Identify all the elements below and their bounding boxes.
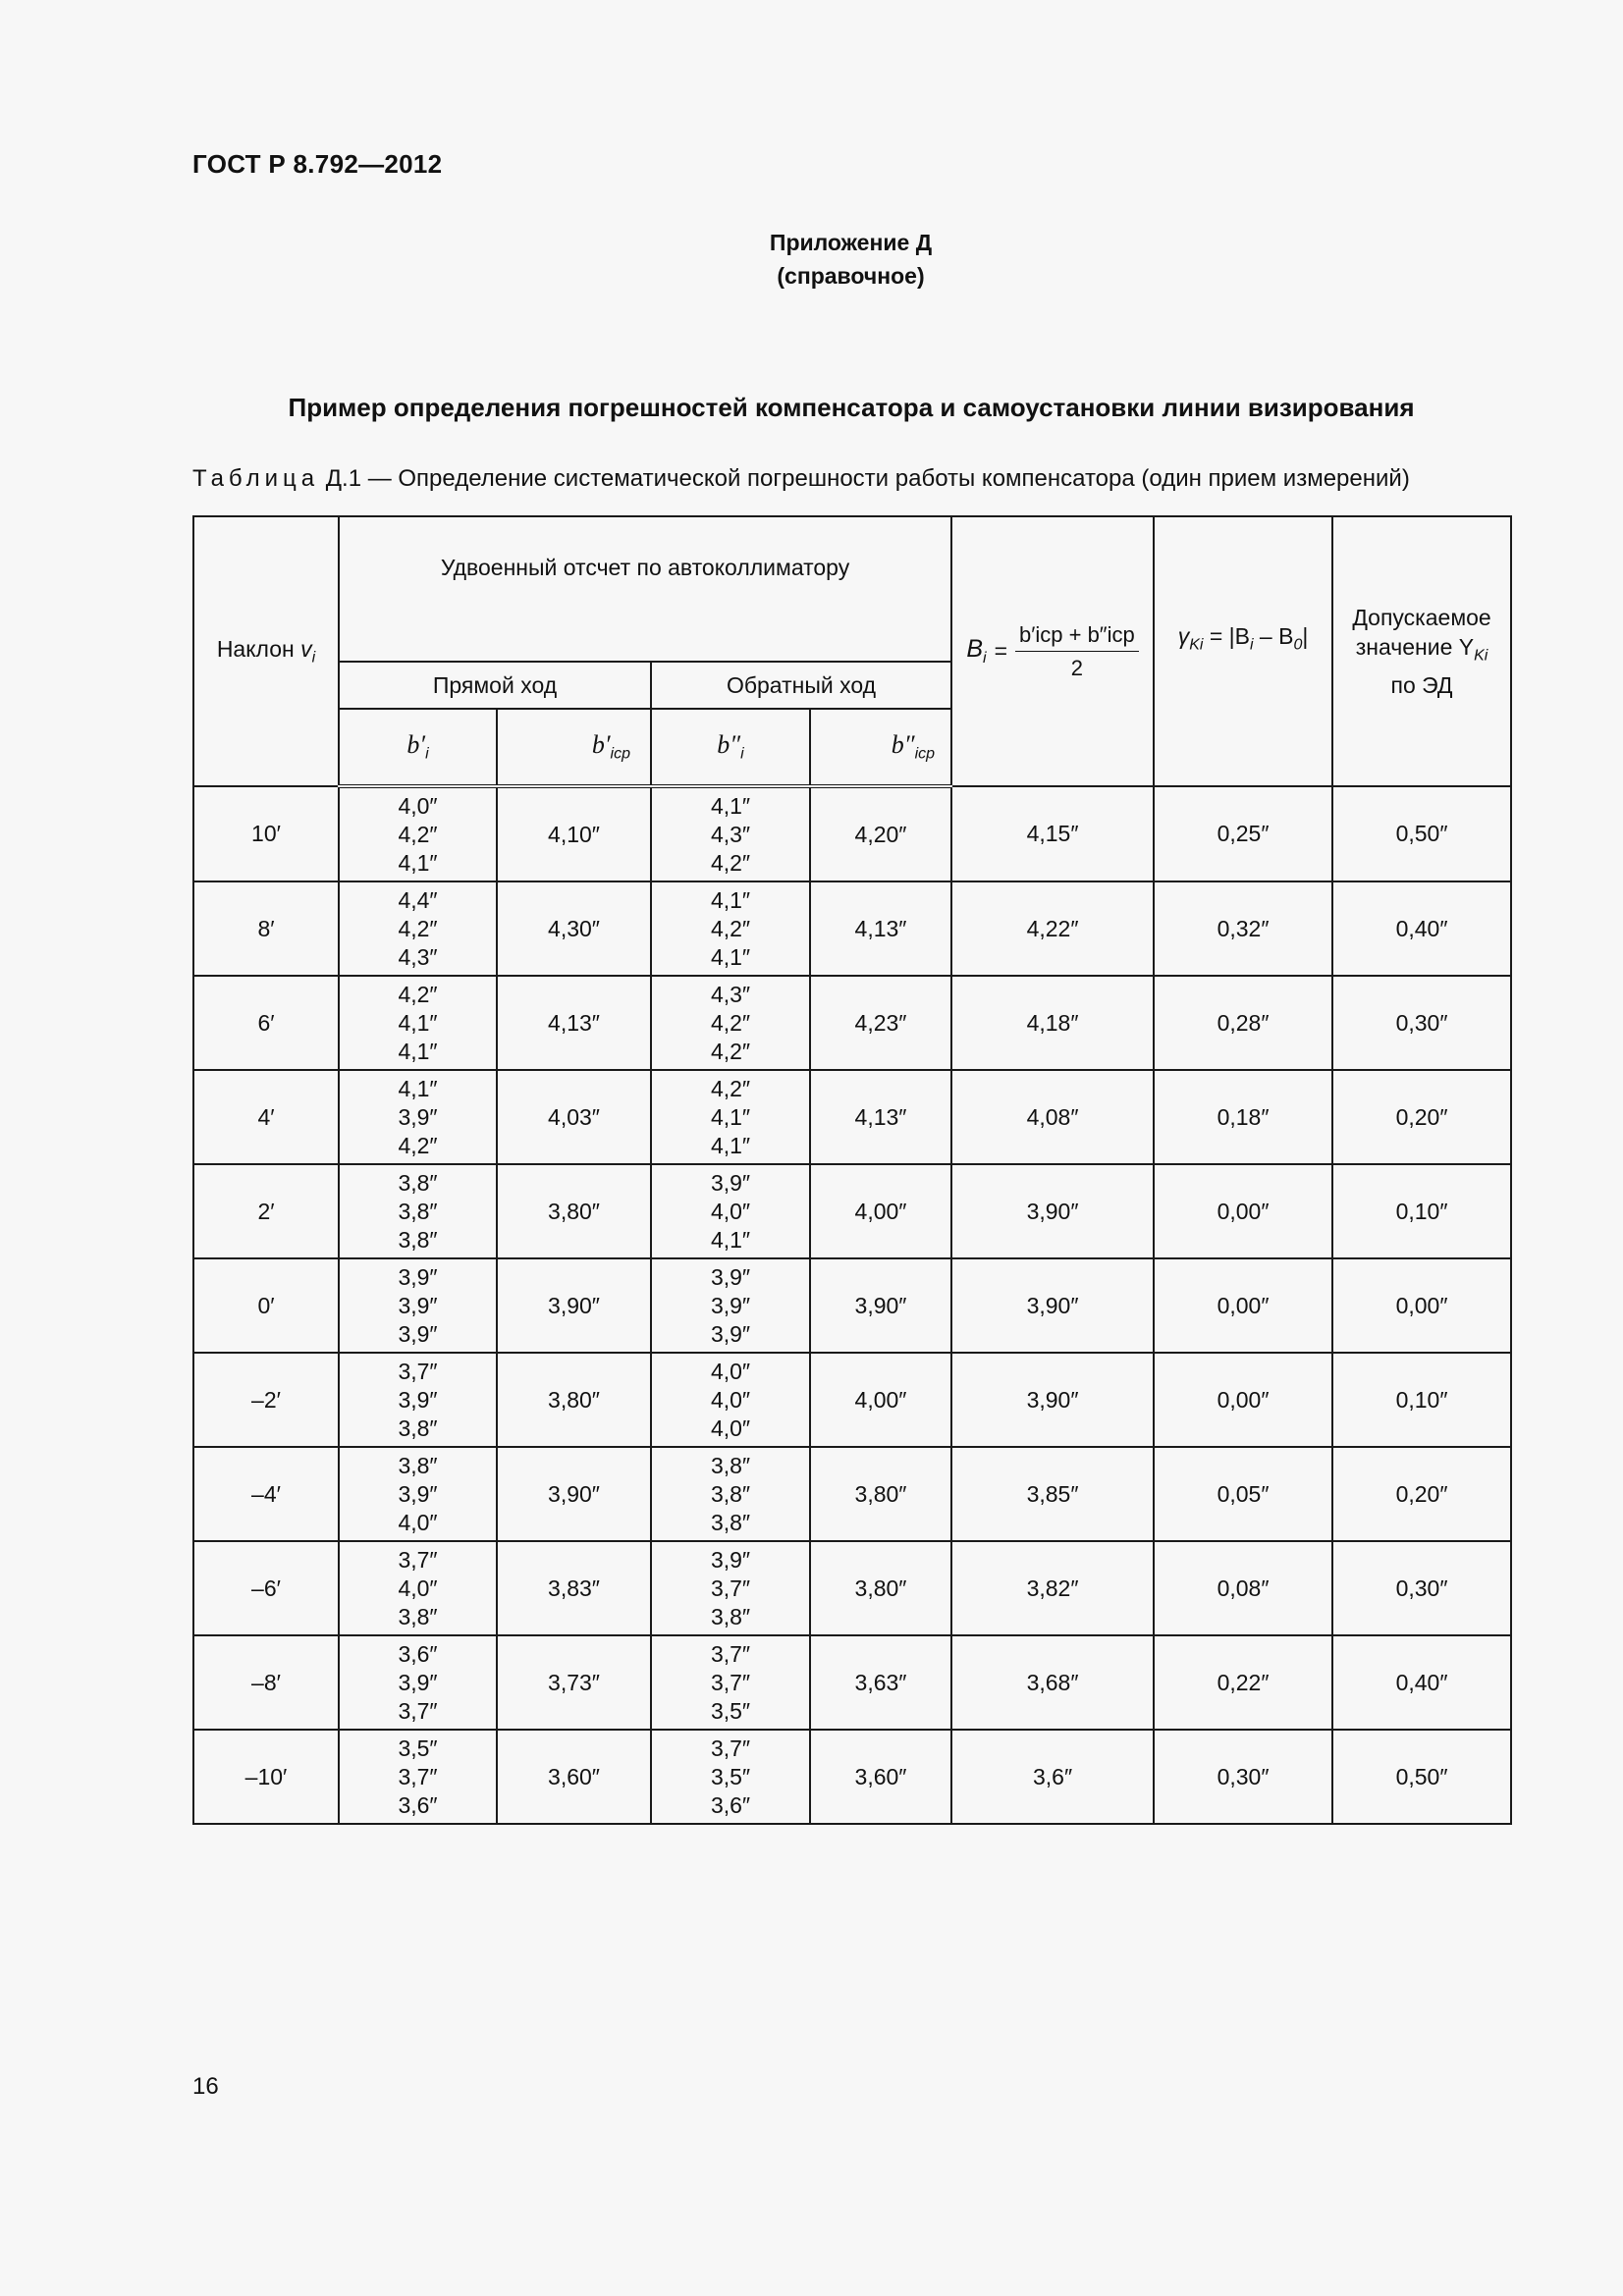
reading-value: 3,6″ xyxy=(398,1791,438,1818)
cell-fwd-avg: 3,90″ xyxy=(497,1447,651,1541)
reading-value: 3,5″ xyxy=(710,1763,751,1789)
table-caption-text: Д.1 — Определение систематической погрешности работы компенсатора (один прием измерений) xyxy=(319,465,1410,492)
cell-fwd-readings xyxy=(339,1730,497,1824)
cell-fwd-avg: 3,60″ xyxy=(497,1730,651,1824)
cell-gamma: 0,18″ xyxy=(1154,1070,1332,1164)
cell-fwd-readings xyxy=(339,1635,497,1730)
cell-tilt: 8′ xyxy=(193,881,339,976)
cell-bwd-readings-values xyxy=(711,792,750,878)
cell-bwd-readings-values xyxy=(711,1640,750,1726)
reading-value: 4,1″ xyxy=(710,1103,751,1130)
reading-value: 4,1″ xyxy=(710,943,751,970)
reading-value: 3,9″ xyxy=(398,1669,438,1695)
reading-value: 3,8″ xyxy=(398,1226,438,1253)
cell-gamma: 0,00″ xyxy=(1154,1258,1332,1353)
cell-bwd-avg: 3,80″ xyxy=(810,1541,951,1635)
cell-gamma: 0,25″ xyxy=(1154,786,1332,881)
cell-b-value: 4,08″ xyxy=(951,1070,1154,1164)
table-row xyxy=(193,786,1511,881)
cell-bwd-readings-values xyxy=(711,1075,750,1160)
cell-fwd-avg: 4,10″ xyxy=(497,786,651,881)
cell-allowed: 0,20″ xyxy=(1332,1070,1511,1164)
document-code: ГОСТ Р 8.792—2012 xyxy=(192,149,443,179)
cell-bwd-readings-values xyxy=(711,1546,750,1631)
cell-bwd-avg: 4,23″ xyxy=(810,976,951,1070)
reading-value: 3,9″ xyxy=(710,1546,751,1573)
formula-denominator: 2 xyxy=(1070,655,1083,680)
reading-value: 4,1″ xyxy=(710,886,751,913)
measurement-table xyxy=(192,515,1512,1825)
cell-tilt: 2′ xyxy=(193,1164,339,1258)
reading-value: 3,7″ xyxy=(398,1358,438,1384)
cell-b-value: 4,18″ xyxy=(951,976,1154,1070)
cell-bwd-avg: 4,00″ xyxy=(810,1164,951,1258)
reading-value: 4,3″ xyxy=(710,981,751,1007)
table-caption xyxy=(192,465,1410,493)
cell-bwd-readings xyxy=(651,1541,810,1635)
cell-bwd-readings xyxy=(651,1070,810,1164)
cell-allowed: 0,00″ xyxy=(1332,1258,1511,1353)
cell-fwd-readings xyxy=(339,1353,497,1447)
cell-fwd-readings-values xyxy=(398,1075,437,1160)
reading-value: 4,0″ xyxy=(710,1415,751,1441)
reading-value: 4,2″ xyxy=(710,1075,751,1101)
cell-fwd-avg: 3,80″ xyxy=(497,1353,651,1447)
cell-bwd-readings-values xyxy=(711,1358,750,1443)
header-doubled-reading: Удвоенный отсчет по автоколлиматору xyxy=(339,516,951,662)
reading-value: 3,7″ xyxy=(710,1735,751,1761)
cell-tilt: –10′ xyxy=(193,1730,339,1824)
header-formula: $B_i$ = $\frac{\text{b′iср + b″iср}}{2}$ xyxy=(951,516,1154,786)
reading-value: 4,1″ xyxy=(398,1075,438,1101)
reading-value: 3,8″ xyxy=(398,1415,438,1441)
cell-fwd-readings-values xyxy=(398,1735,437,1820)
cell-b-value: 4,22″ xyxy=(951,881,1154,976)
cell-allowed: 0,10″ xyxy=(1332,1353,1511,1447)
table-row xyxy=(193,976,1511,1070)
header-allowed: Допускаемое значение $Y_{Ki}$ по ЭД xyxy=(1332,516,1511,786)
cell-allowed: 0,30″ xyxy=(1332,1541,1511,1635)
cell-bwd-readings xyxy=(651,1447,810,1541)
cell-allowed: 0,20″ xyxy=(1332,1447,1511,1541)
reading-value: 3,9″ xyxy=(398,1103,438,1130)
cell-fwd-readings-values xyxy=(398,1640,437,1726)
cell-gamma: 0,05″ xyxy=(1154,1447,1332,1541)
reading-value: 3,8″ xyxy=(398,1198,438,1224)
cell-fwd-avg: 4,13″ xyxy=(497,976,651,1070)
cell-tilt: 4′ xyxy=(193,1070,339,1164)
cell-bwd-readings-values xyxy=(711,1169,750,1255)
table-row xyxy=(193,1258,1511,1353)
reading-value: 4,3″ xyxy=(710,821,751,847)
cell-b-value: 3,68″ xyxy=(951,1635,1154,1730)
reading-value: 4,1″ xyxy=(398,1009,438,1036)
cell-b-value: 3,82″ xyxy=(951,1541,1154,1635)
reading-value: 4,2″ xyxy=(398,915,438,941)
header-b-bwd: $b''_i$ xyxy=(651,709,810,786)
reading-value: 3,7″ xyxy=(710,1669,751,1695)
cell-b-value: 4,15″ xyxy=(951,786,1154,881)
table-caption-label: Таблица xyxy=(192,465,320,492)
cell-bwd-readings-values xyxy=(711,1735,750,1820)
reading-value: 4,0″ xyxy=(710,1386,751,1413)
header-tilt: Наклон $v_i$ xyxy=(193,516,339,786)
cell-bwd-avg: 4,20″ xyxy=(810,786,951,881)
cell-bwd-readings-values xyxy=(711,1452,750,1537)
reading-value: 3,9″ xyxy=(398,1320,438,1347)
cell-bwd-readings xyxy=(651,786,810,881)
cell-b-value: 3,85″ xyxy=(951,1447,1154,1541)
reading-value: 3,7″ xyxy=(710,1640,751,1667)
cell-fwd-readings xyxy=(339,1164,497,1258)
cell-b-value: 3,90″ xyxy=(951,1353,1154,1447)
reading-value: 4,3″ xyxy=(398,943,438,970)
cell-fwd-readings-values xyxy=(398,1263,437,1349)
cell-fwd-readings xyxy=(339,1541,497,1635)
header-b-fwd: $b'_i$ xyxy=(339,709,497,786)
reading-value: 3,8″ xyxy=(710,1509,751,1535)
cell-allowed: 0,50″ xyxy=(1332,1730,1511,1824)
cell-gamma: 0,22″ xyxy=(1154,1635,1332,1730)
reading-value: 4,2″ xyxy=(398,981,438,1007)
cell-bwd-readings xyxy=(651,1730,810,1824)
reading-value: 3,7″ xyxy=(710,1575,751,1601)
cell-tilt: –8′ xyxy=(193,1635,339,1730)
reading-value: 3,9″ xyxy=(398,1480,438,1507)
cell-fwd-readings-values xyxy=(398,792,437,878)
reading-value: 3,7″ xyxy=(398,1546,438,1573)
cell-b-value: 3,90″ xyxy=(951,1258,1154,1353)
reading-value: 3,9″ xyxy=(398,1386,438,1413)
header-gamma: $\gamma_{Ki} = |B_i - B_0|$ xyxy=(1154,516,1332,786)
cell-gamma: 0,00″ xyxy=(1154,1164,1332,1258)
reading-value: 3,6″ xyxy=(710,1791,751,1818)
cell-tilt: –2′ xyxy=(193,1353,339,1447)
cell-gamma: 0,08″ xyxy=(1154,1541,1332,1635)
cell-fwd-readings xyxy=(339,786,497,881)
cell-bwd-readings-values xyxy=(711,1263,750,1349)
cell-fwd-readings-values xyxy=(398,1169,437,1255)
cell-bwd-avg: 4,13″ xyxy=(810,1070,951,1164)
reading-value: 3,9″ xyxy=(398,1292,438,1318)
table-row xyxy=(193,1541,1511,1635)
reading-value: 3,9″ xyxy=(710,1320,751,1347)
cell-fwd-avg: 3,83″ xyxy=(497,1541,651,1635)
cell-bwd-avg: 3,63″ xyxy=(810,1635,951,1730)
reading-value: 3,8″ xyxy=(398,1452,438,1478)
header-backward: Обратный ход xyxy=(651,662,951,709)
cell-bwd-readings xyxy=(651,1164,810,1258)
page-number: 16 xyxy=(192,2073,219,2100)
cell-tilt: –4′ xyxy=(193,1447,339,1541)
cell-fwd-avg: 4,30″ xyxy=(497,881,651,976)
cell-allowed: 0,10″ xyxy=(1332,1164,1511,1258)
cell-tilt: 0′ xyxy=(193,1258,339,1353)
reading-value: 4,4″ xyxy=(398,886,438,913)
cell-b-value: 3,6″ xyxy=(951,1730,1154,1824)
reading-value: 3,9″ xyxy=(710,1169,751,1196)
header-b-bwd-avg: $b''_{iср}$ xyxy=(810,709,951,786)
cell-gamma: 0,32″ xyxy=(1154,881,1332,976)
reading-value: 3,9″ xyxy=(710,1292,751,1318)
reading-value: 3,8″ xyxy=(710,1480,751,1507)
reading-value: 3,7″ xyxy=(398,1763,438,1789)
cell-fwd-avg: 3,80″ xyxy=(497,1164,651,1258)
reading-value: 3,5″ xyxy=(398,1735,438,1761)
appendix-type: (справочное) xyxy=(777,263,925,289)
cell-fwd-readings xyxy=(339,1258,497,1353)
cell-fwd-avg: 3,73″ xyxy=(497,1635,651,1730)
cell-fwd-readings xyxy=(339,1447,497,1541)
cell-bwd-readings xyxy=(651,976,810,1070)
table-row xyxy=(193,1635,1511,1730)
reading-value: 4,1″ xyxy=(398,849,438,876)
header-b-fwd-avg: $b'_{iср}$ xyxy=(497,709,651,786)
reading-value: 4,2″ xyxy=(710,1038,751,1064)
reading-value: 4,0″ xyxy=(398,792,438,819)
cell-bwd-readings xyxy=(651,1635,810,1730)
table-body xyxy=(193,786,1511,1824)
reading-value: 3,8″ xyxy=(398,1169,438,1196)
reading-value: 3,9″ xyxy=(710,1263,751,1290)
table-row xyxy=(193,1164,1511,1258)
reading-value: 3,7″ xyxy=(398,1697,438,1724)
reading-value: 4,0″ xyxy=(398,1509,438,1535)
table-row xyxy=(193,881,1511,976)
reading-value: 4,0″ xyxy=(710,1198,751,1224)
table-row xyxy=(193,1070,1511,1164)
cell-gamma: 0,00″ xyxy=(1154,1353,1332,1447)
cell-gamma: 0,28″ xyxy=(1154,976,1332,1070)
cell-bwd-avg: 4,00″ xyxy=(810,1353,951,1447)
reading-value: 3,8″ xyxy=(710,1603,751,1629)
cell-bwd-avg: 4,13″ xyxy=(810,881,951,976)
appendix-title: Приложение Д xyxy=(769,230,933,255)
reading-value: 3,8″ xyxy=(398,1603,438,1629)
reading-value: 4,1″ xyxy=(710,792,751,819)
cell-bwd-readings xyxy=(651,881,810,976)
cell-fwd-avg: 3,90″ xyxy=(497,1258,651,1353)
reading-value: 3,6″ xyxy=(398,1640,438,1667)
reading-value: 4,2″ xyxy=(398,821,438,847)
cell-fwd-readings xyxy=(339,1070,497,1164)
cell-fwd-readings-values xyxy=(398,1358,437,1443)
cell-fwd-readings xyxy=(339,976,497,1070)
formula-numerator: b′iср + b″iср xyxy=(1015,622,1139,652)
reading-value: 4,2″ xyxy=(710,915,751,941)
reading-value: 4,1″ xyxy=(710,1132,751,1158)
section-title: Пример определения погрешностей компенсатора и самоустановки линии визирования xyxy=(288,393,1415,422)
cell-bwd-avg: 3,90″ xyxy=(810,1258,951,1353)
cell-allowed: 0,40″ xyxy=(1332,881,1511,976)
cell-b-value: 3,90″ xyxy=(951,1164,1154,1258)
cell-allowed: 0,50″ xyxy=(1332,786,1511,881)
reading-value: 4,0″ xyxy=(398,1575,438,1601)
reading-value: 3,9″ xyxy=(398,1263,438,1290)
reading-value: 4,0″ xyxy=(710,1358,751,1384)
cell-fwd-readings-values xyxy=(398,1546,437,1631)
cell-fwd-readings-values xyxy=(398,886,437,972)
cell-tilt: 6′ xyxy=(193,976,339,1070)
cell-bwd-readings-values xyxy=(711,981,750,1066)
cell-bwd-readings xyxy=(651,1353,810,1447)
cell-fwd-readings-values xyxy=(398,981,437,1066)
cell-bwd-readings-values xyxy=(711,886,750,972)
reading-value: 4,2″ xyxy=(398,1132,438,1158)
reading-value: 4,1″ xyxy=(398,1038,438,1064)
cell-tilt: 10′ xyxy=(193,786,339,881)
table-row xyxy=(193,1353,1511,1447)
reading-value: 3,8″ xyxy=(710,1452,751,1478)
cell-fwd-avg: 4,03″ xyxy=(497,1070,651,1164)
reading-value: 4,2″ xyxy=(710,1009,751,1036)
cell-fwd-readings xyxy=(339,881,497,976)
cell-fwd-readings-values xyxy=(398,1452,437,1537)
reading-value: 3,5″ xyxy=(710,1697,751,1724)
cell-bwd-avg: 3,80″ xyxy=(810,1447,951,1541)
cell-tilt: –6′ xyxy=(193,1541,339,1635)
cell-bwd-avg: 3,60″ xyxy=(810,1730,951,1824)
cell-allowed: 0,30″ xyxy=(1332,976,1511,1070)
header-forward: Прямой ход xyxy=(339,662,651,709)
table-row xyxy=(193,1447,1511,1541)
appendix-heading xyxy=(0,226,1623,293)
cell-allowed: 0,40″ xyxy=(1332,1635,1511,1730)
table-row xyxy=(193,1730,1511,1824)
reading-value: 4,1″ xyxy=(710,1226,751,1253)
cell-bwd-readings xyxy=(651,1258,810,1353)
cell-gamma: 0,30″ xyxy=(1154,1730,1332,1824)
reading-value: 4,2″ xyxy=(710,849,751,876)
